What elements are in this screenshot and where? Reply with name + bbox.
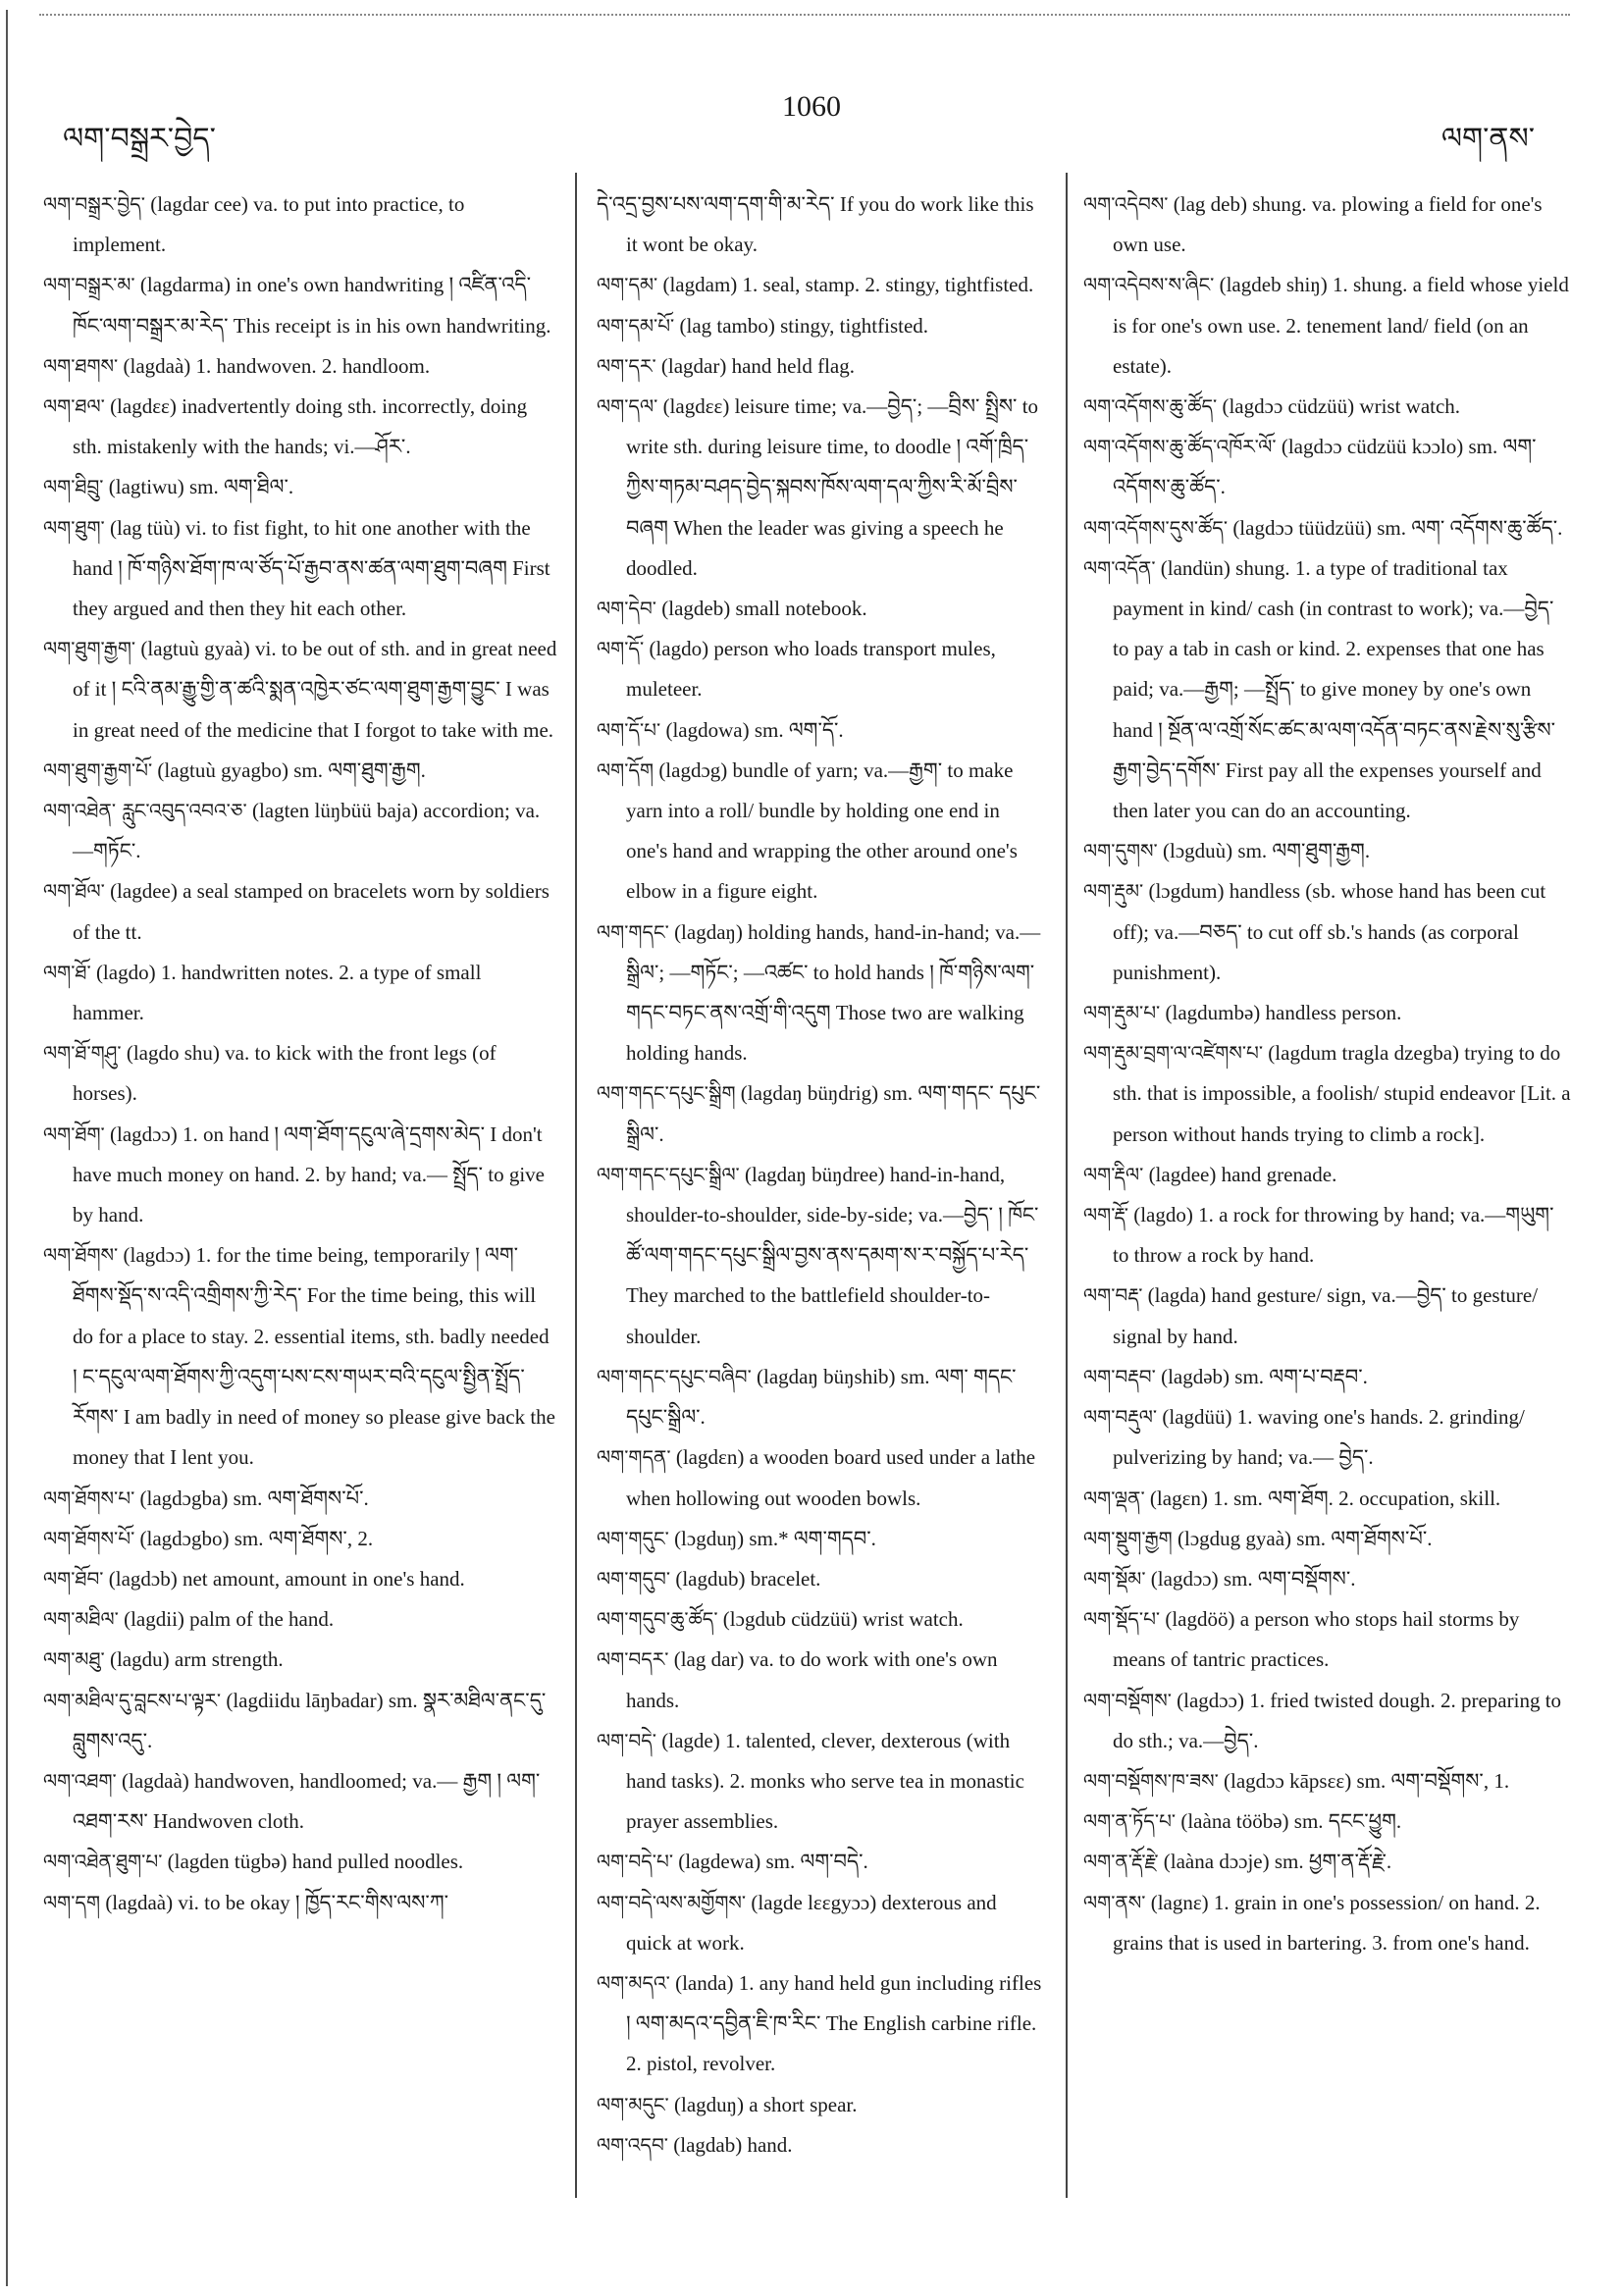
entry-headword: ལག་བདེ་ལས་མགྱོགས་ <box>597 1890 747 1914</box>
entry-headword: ལག་འདོགས་དུས་ཚོད་ <box>1083 515 1229 540</box>
dictionary-entry <box>1083 993 1574 1033</box>
dictionary-entry <box>597 1842 1044 1882</box>
dictionary-entry <box>43 953 557 1033</box>
entry-definition: (lagde) 1. talented, clever, dexterous (with hand tasks). 2. monks who serve tea in monastic prayer assemblies. <box>626 1728 1024 1834</box>
entry-headword: ལག་དེབ་ <box>597 597 656 621</box>
dictionary-entry <box>1083 1033 1574 1155</box>
entry-definition: (lagtuù gyagbo) sm. ལག་ཐུག་རྒྱག. <box>152 757 426 782</box>
entry-definition: (lagdaà) 1. handwoven. 2. handloom. <box>118 353 431 378</box>
dictionary-entry <box>597 1357 1044 1437</box>
dictionary-entry <box>597 184 1044 265</box>
dictionary-entry <box>597 1883 1044 1963</box>
entry-headword: ལག་གདུབ་ཆུ་ཚོད་ <box>597 1607 718 1632</box>
entry-headword: ལག་ཐུག་རྒྱག་པོ་ <box>43 757 153 782</box>
entry-definition: (lagdɔɔ) 1. for the time being, temporarily ། ལག་ཐོགས་སྡོད་ས་འདི་འགྲིགས་ཀྱི་རེད་ For the time being, this will do for a place to stay. 2. essential items, sth. badly needed ། ང་དངུལ་ལག་ཐོགས་ཀྱི་འདུག་པས་ངས་གཡར་བའི་དངུལ་སྤྱིན་སྤྲོད་རོགས་ I am badly in need of money so please give back the money that I lent you. <box>73 1243 555 1470</box>
entry-headword: ལག་འཐག་ <box>43 1768 117 1793</box>
dictionary-entry <box>597 629 1044 709</box>
entry-definition: (lagdɔɔ kāpsεε) sm. ལག་བསྡོགས་, 1. <box>1218 1768 1510 1793</box>
entry-headword: ལག་བརྡབ་ <box>1083 1364 1156 1388</box>
entry-headword: ལག་སྡུག་རྒྱག <box>1083 1526 1173 1550</box>
entry-definition: (lagden tügbə) hand pulled noodles. <box>162 1850 464 1874</box>
entry-definition: (lɔgduŋ) sm.* ལག་གདབ་. <box>668 1526 876 1550</box>
entry-headword: ལག་དལ་ <box>597 394 658 419</box>
dictionary-entry <box>1083 1357 1574 1397</box>
dictionary-entry <box>43 387 557 467</box>
dictionary-entry <box>43 1842 557 1882</box>
entry-headword: ལག་ན་རྡོ་རྗེ་ <box>1083 1850 1159 1874</box>
entry-headword: ལག་བསྒྲར་མ་ <box>43 273 135 297</box>
entry-headword: ལག་དོ་པ་ <box>597 717 661 742</box>
entry-definition: (lagdɔɔ cüdzüü) wrist watch. <box>1217 394 1461 419</box>
dictionary-entry <box>597 2125 1044 2166</box>
entry-headword: ལག་བདེ་ <box>597 1728 656 1752</box>
entry-headword: ལག་ཐོགས་ <box>43 1243 119 1268</box>
entry-definition: (lag deb) shung. va. plowing a field for one's own use. <box>1113 192 1543 257</box>
dictionary-entry <box>1083 184 1574 265</box>
entry-definition: (lagdaà) vi. to be okay ། ཁྱོད་རང་གིས་ལས་ཀ་ <box>100 1890 449 1914</box>
entry-definition: (lagdɔɔ) sm. ལག་བསྡོགས་. <box>1145 1566 1356 1591</box>
entry-definition: (lagdεn) a wooden board used under a lathe when hollowing out wooden bowls. <box>626 1445 1036 1510</box>
entry-definition: (lagdii) palm of the hand. <box>118 1607 335 1632</box>
entry-headword: ལག་མདའ་ <box>597 1970 670 1995</box>
entry-headword: ལག་དར་ <box>597 353 656 378</box>
dictionary-entry <box>1083 1599 1574 1680</box>
dictionary-entry <box>43 1519 557 1559</box>
entry-definition: (lagdaà) handwoven, handloomed; va.— རྒྱག ། ལག་འཐག་རས་ Handwoven cloth. <box>73 1768 541 1834</box>
entry-headword: ལག་དོ་ <box>597 637 645 661</box>
dictionary-entry <box>43 1599 557 1640</box>
dictionary-entry <box>597 913 1044 1074</box>
entry-definition: (lagdub) bracelet. <box>670 1566 821 1591</box>
entry-definition: (lagdam) 1. seal, stamp. 2. stingy, tightfisted. <box>657 273 1034 297</box>
dictionary-entry <box>1083 548 1574 831</box>
entry-definition: (lagdaŋ büŋshib) sm. ལག་ གདང་དཔུང་སྒྲིལ་. <box>626 1364 1017 1430</box>
entry-definition: (lɔgdum) handless (sb. whose hand has been cut off); va.—བཅད་ to cut off sb.'s hands (as corporal punishment). <box>1113 879 1546 984</box>
dictionary-entry <box>43 346 557 387</box>
entry-headword: ལག་གདང་ <box>597 919 669 944</box>
entry-headword: ལག་འདོན་ <box>1083 555 1156 580</box>
entry-headword: ལག་འཐེན་ རླུང་འབུད་འབའ་ཅ་ <box>43 799 247 823</box>
entry-definition: (lagεn) 1. sm. ལག་ཐོག. 2. occupation, skill. <box>1144 1486 1501 1510</box>
entry-headword: ལག་བདེ་པ་ <box>597 1850 674 1874</box>
entry-definition: (lagdum tragla dzegba) trying to do sth. that is impossible, a foolish/ stupid endeavor [Lit. a person without hands trying to climb a rock]. <box>1113 1041 1571 1146</box>
dictionary-entry <box>43 1761 557 1842</box>
entry-definition: (lagdaŋ büŋdrig) sm. ལག་གདང་ དཔུང་སྒྲིལ་. <box>626 1081 1041 1146</box>
entry-headword: ལག་རྡུམ་བྲག་ལ་འཛེགས་པ་ <box>1083 1041 1264 1066</box>
entry-definition: (lagdo) person who loads transport mules, muleteer. <box>626 637 996 702</box>
dictionary-entry <box>1083 1883 1574 1963</box>
dictionary-entry <box>597 346 1044 387</box>
entry-definition: (lagdab) hand. <box>668 2132 793 2157</box>
entry-headword: ལག་གདང་དཔུང་སྒྲིལ་ <box>597 1162 740 1186</box>
dictionary-entry <box>597 1559 1044 1599</box>
entry-definition: (lagdo shu) va. to kick with the front legs (of horses). <box>73 1041 497 1106</box>
dictionary-entry <box>43 1479 557 1519</box>
dictionary-entry <box>43 508 557 630</box>
column-2 <box>597 184 1044 2166</box>
entry-headword: ལག་ཐུག་ <box>43 515 105 540</box>
entry-headword: ལག་དུགས་ <box>1083 839 1158 863</box>
entry-definition: (lagdarma) in one's own handwriting ། འཛིན་འདི་ཁོང་ལག་བསྒྲར་མ་རེད་ This receipt is in his own handwriting. <box>73 273 551 338</box>
dictionary-entry <box>43 629 557 751</box>
page-number: 1060 <box>782 90 841 123</box>
dictionary-entry <box>43 1559 557 1599</box>
dictionary-entry <box>43 791 557 871</box>
entry-headword: ལག་ཐོལ་ <box>43 879 105 904</box>
entry-definition: (landün) shung. 1. a type of traditional tax payment in kind/ cash (in contrast to work); va.—བྱེད་ to pay a tab in cash or kind. 2. expenses that one has paid; va.—རྒྱག; —སྤྲོད་ to give money by one's own hand ། སྔོན་ལ་འགྲོ་སོང་ཚང་མ་ལག་འདོན་བཏང་ནས་རྗེས་སུ་རྩིས་རྒྱག་བྱེད་དགོས་ First pay all the expenses yourself and then later you can do an accounting. <box>1113 555 1556 823</box>
entry-headword: ལག་བསྡོགས་ཁ་ཟས་ <box>1083 1768 1219 1793</box>
entry-headword: ལག་འདེབས་ <box>1083 192 1169 216</box>
entry-headword: ལག་གདང་དཔུང་བཞིབ་ <box>597 1364 752 1388</box>
entry-headword: ལག་ཐགས་ <box>43 353 119 378</box>
entry-headword: ལག་དོག <box>597 757 654 782</box>
entry-headword: ལག་རྡུམ་པ་ <box>1083 1001 1161 1025</box>
entry-headword: ལག་ཐོགས་པོ་ <box>43 1526 135 1550</box>
entry-headword: ལག་འདེབས་ས་ཞིང་ <box>1083 273 1215 297</box>
running-head-left: ལག་བསྒྲར་བྱེད་ <box>63 122 216 156</box>
entry-headword: ལག་གདུབ་ <box>597 1566 671 1591</box>
entry-headword: ལག་ཐོབ་ <box>43 1566 104 1591</box>
entry-headword: ལག་བདར་ <box>597 1647 669 1672</box>
entry-headword: ལག་བརྡུལ་ <box>1083 1405 1158 1430</box>
dictionary-entry <box>1083 1276 1574 1356</box>
entry-definition: (lagdo) 1. a rock for throwing by hand; va.—གཡུག་ to throw a rock by hand. <box>1113 1203 1554 1268</box>
dictionary-entry <box>1083 427 1574 507</box>
entry-definition: (lagdee) hand grenade. <box>1143 1162 1337 1186</box>
entry-definition: (lagdɔgba) sm. ལག་ཐོགས་པོ་. <box>134 1486 369 1510</box>
dictionary-entry <box>597 1155 1044 1357</box>
dictionary-entry <box>43 1235 557 1478</box>
entry-definition: (lagdumbə) handless person. <box>1160 1001 1402 1025</box>
entry-headword: ལག་འདོགས་ཆུ་ཚོད་འཁོར་ལོ་ <box>1083 435 1277 459</box>
entry-definition: (lagdεε) inadvertently doing sth. incorrectly, doing sth. mistakenly with the hands; vi.—ཤོར་. <box>73 394 528 459</box>
dictionary-entry <box>43 1033 557 1114</box>
entry-headword: ལག་ལྡན་ <box>1083 1486 1145 1510</box>
entry-definition: (lagtuù gyaà) vi. to be out of sth. and in great need of it ། ངའི་ནམ་རྒྱུ་གྱི་ན་ཚའི་སྨན་འཁྱེར་ཙང་ལག་ཐུག་རྒྱག་བྱུང་ I was in great need of the medicine that I forgot to take with me. <box>73 637 557 742</box>
entry-headword: ལག་སྡོད་པ་ <box>1083 1607 1161 1632</box>
entry-headword: ལག་འཐེན་ཐུག་པ་ <box>43 1850 163 1874</box>
entry-definition: (lagde lεεgyɔɔ) dexterous and quick at work. <box>626 1890 997 1955</box>
dictionary-entry <box>1083 265 1574 387</box>
entry-definition: (lagdɔb) net amount, amount in one's hand. <box>103 1566 465 1591</box>
entry-headword: ལག་དག <box>43 1890 101 1914</box>
entry-headword: ལག་མཐིལ་དུ་བླངས་པ་ལྟར་ <box>43 1688 222 1712</box>
dictionary-entry <box>597 1721 1044 1843</box>
entry-headword: ལག་སྡོམ་ <box>1083 1566 1146 1591</box>
entry-definition: (lagdu) arm strength. <box>104 1647 284 1672</box>
dictionary-entry <box>597 387 1044 589</box>
entry-definition: (lagdee) a seal stamped on bracelets worn by soldiers of the tt. <box>73 879 550 944</box>
entry-definition: (lagdewa) sm. ལག་བདེ་. <box>673 1850 868 1874</box>
entry-definition: (lagdeb) small notebook. <box>656 597 867 621</box>
entry-definition: (lagdεε) leisure time; va.—བྱེད་; —བྲིས་ སྤྲིས་ to write sth. during leisure time, to doodle ། འགོ་ཁྲིད་ཀྱིས་གཏམ་བཤད་བྱེད་སྐབས་ཁོས་ལག་དལ་ཀྱིས་རི་མོ་བྲིས་བཞག When the leader was giving a speech he doodled. <box>626 394 1039 580</box>
entry-headword: ལག་ཐོ་ <box>43 960 91 984</box>
entry-definition: (lɔgduù) sm. ལག་ཐུག་རྒྱག. <box>1157 839 1371 863</box>
dictionary-entry <box>43 871 557 952</box>
dictionary-entry <box>43 1883 557 1923</box>
entry-definition: (lagdɔgbo) sm. ལག་ཐོགས་, 2. <box>134 1526 374 1550</box>
dictionary-entry <box>597 1963 1044 2085</box>
entry-definition: (lagtiwu) sm. ལག་ཐིལ་. <box>103 475 294 499</box>
dictionary-entry <box>597 1640 1044 1720</box>
entry-definition: (lagdiidu lāŋbadar) sm. སྣར་མཐིལ་ནང་དུ་བླུགས་འདུ་. <box>73 1688 547 1752</box>
entry-headword: ལག་ཐོགས་པ་ <box>43 1486 135 1510</box>
entry-definition: (laàna dɔɔje) sm. ཕྱག་ན་རྡོ་རྗེ་. <box>1158 1850 1392 1874</box>
dictionary-entry <box>43 184 557 265</box>
dictionary-entry <box>43 1681 557 1761</box>
dictionary-entry <box>1083 1155 1574 1195</box>
entry-headword: ལག་མཐུ་ <box>43 1647 105 1672</box>
scan-margin-line <box>6 10 8 2286</box>
entry-headword: ལག་མཐིལ་ <box>43 1607 119 1632</box>
dictionary-entry <box>597 1073 1044 1154</box>
entry-headword: ལག་གདན་ <box>597 1445 671 1470</box>
entry-definition: (lagdəb) sm. ལག་པ་བརྡབ་. <box>1155 1364 1368 1388</box>
entry-definition: (lagdɔɔ) 1. fried twisted dough. 2. preparing to do sth.; va.—བྱེད་. <box>1113 1688 1562 1752</box>
entry-headword: ལག་ནས་ <box>1083 1890 1146 1914</box>
entry-definition: (lagdɔɔ) 1. on hand ། ལག་ཐོག་དངུལ་ཞེ་དྲགས་མེད་ I don't have much money on hand. 2. by hand; va.— སྤྲོད་ to give by hand. <box>73 1122 545 1227</box>
entry-definition: དེ་འདྲ་བྱས་པས་ལག་དག་གི་མ་རེད་ If you do work like this it wont be okay. <box>597 192 1034 257</box>
dictionary-entry <box>1083 871 1574 993</box>
dictionary-entry <box>1083 1761 1574 1801</box>
dictionary-entry <box>1083 508 1574 548</box>
entry-headword: ལག་མདུང་ <box>597 2092 669 2116</box>
entry-definition: (lagda) hand gesture/ sign, va.—བྱེད་ to gesture/ signal by hand. <box>1113 1283 1539 1348</box>
dictionary-entry <box>597 265 1044 305</box>
entry-definition: (lagdöö) a person who stops hail storms by means of tantric practices. <box>1113 1607 1520 1672</box>
entry-headword: ལག་རྡོ་ <box>1083 1203 1128 1227</box>
dictionary-entry <box>43 467 557 507</box>
entry-definition: (lag tüù) vi. to fist fight, to hit one another with the hand ། ཁོ་གཉིས་ཐོག་ཁ་ལ་ཙོད་པོ་རྒྱབ་ནས་ཚན་ལག་ཐུག་བཞག First they argued and then they hit each other. <box>73 515 550 621</box>
entry-definition: (lagdar cee) va. to put into practice, to implement. <box>73 192 465 257</box>
dictionary-entry <box>597 2085 1044 2125</box>
entry-headword: ལག་ཐལ་ <box>43 394 105 419</box>
entry-definition: (lagdɔɔ cüdzüü kɔɔlo) sm. ལག་འདོགས་ཆུ་ཚོད་. <box>1113 435 1537 499</box>
dictionary-entry <box>597 710 1044 751</box>
column-1 <box>43 184 557 1923</box>
entry-headword: ལག་འདབ་ <box>597 2132 668 2157</box>
entry-headword: ལག་འདོགས་ཆུ་ཚོད་ <box>1083 394 1218 419</box>
entry-definition: (lagdaŋ) holding hands, hand-in-hand; va.—སྒྲིལ་; —གཏོང་; —འཚང་ to hold hands ། ཁོ་གཉིས་ལག་གདང་བཏང་ནས་འགྲོ་གི་འདུག Those two are walking holding hands. <box>626 919 1041 1066</box>
dictionary-entry <box>1083 1559 1574 1599</box>
entry-definition: (lagnε) 1. grain in one's possession/ on hand. 2. grains that is used in bartering. 3. from one's hand. <box>1113 1890 1541 1955</box>
dictionary-entry <box>43 751 557 791</box>
column-3 <box>1083 184 1574 1963</box>
entry-headword: ལག་བསྡོགས་ <box>1083 1688 1172 1712</box>
dictionary-entry <box>1083 1479 1574 1519</box>
entry-headword: ལག་ཐུག་རྒྱག་ <box>43 637 136 661</box>
entry-headword: ལག་གདང་དཔུང་སྒྲིག <box>597 1081 736 1106</box>
dictionary-entry <box>1083 1195 1574 1276</box>
entry-definition: (lag tambo) stingy, tightfisted. <box>674 313 929 338</box>
entry-headword: ལག་གདུང་ <box>597 1526 669 1550</box>
entry-headword: ལག་དམ་ <box>597 273 658 297</box>
dictionary-entry <box>1083 1842 1574 1882</box>
dictionary-entry <box>597 1519 1044 1559</box>
dictionary-entry <box>597 306 1044 346</box>
entry-definition: (lagdɔɔ tüüdzüü) sm. ལག་ འདོགས་ཆུ་ཚོད་. <box>1228 515 1563 540</box>
entry-definition: (lagdeb shiŋ) 1. shung. a field whose yield is for one's own use. 2. tenement land/ field (on an estate). <box>1113 273 1569 378</box>
column-divider <box>1066 173 1068 2198</box>
dictionary-entry <box>597 589 1044 629</box>
dictionary-entry <box>43 265 557 345</box>
entry-definition: (landa) 1. any hand held gun including rifles ། ལག་མདའ་དབྱིན་ཇི་ཁ་རིང་ The English carbine rifle. 2. pistol, revolver. <box>626 1970 1042 2076</box>
dictionary-entry <box>1083 387 1574 427</box>
dictionary-entry <box>1083 1397 1574 1478</box>
entry-definition: (lagduŋ) a short spear. <box>668 2092 858 2116</box>
dictionary-entry <box>1083 1519 1574 1559</box>
dictionary-entry <box>43 1640 557 1680</box>
entry-definition: (lagten lüŋbüü baja) accordion; va.—གཏོང་. <box>73 799 541 863</box>
entry-headword: ལག་རྡུམ་ <box>1083 879 1144 904</box>
dictionary-entry <box>597 751 1044 913</box>
dictionary-entry <box>1083 1681 1574 1761</box>
entry-definition: (lagdaŋ büŋdree) hand-in-hand, shoulder-to-shoulder, side-by-side; va.—བྱེད་ ། ཁོང་ཚོ་ལག་གདང་དཔུང་སྒྲིལ་བྱས་ནས་དམག་ས་ར་བསྐྱོད་པ་རེད་ They marched to the battlefield shoulder-to-shoulder. <box>626 1162 1039 1348</box>
column-divider <box>575 173 577 2198</box>
entry-definition: (lagdɔg) bundle of yarn; va.—རྒྱག་ to make yarn into a roll/ bundle by holding one end in one's hand and wrapping the other around one's elbow in a figure eight. <box>626 757 1018 904</box>
entry-headword: ལག་བརྡ་ <box>1083 1283 1143 1308</box>
entry-headword: ལག་དམ་པོ་ <box>597 313 675 338</box>
entry-definition: (lɔgdub cüdzüü) wrist watch. <box>717 1607 964 1632</box>
entry-headword: ལག་ཐོག་ <box>43 1122 105 1146</box>
entry-definition: (lag dar) va. to do work with one's own hands. <box>626 1647 998 1712</box>
entry-definition: (lagdüü) 1. waving one's hands. 2. grinding/ pulverizing by hand; va.— བྱེད་. <box>1113 1405 1525 1470</box>
entry-definition: (lagdowa) sm. ལག་དོ་. <box>660 717 844 742</box>
entry-headword: ལག་ཐོ་གཤུ་ <box>43 1041 122 1066</box>
entry-headword: ལག་ན་ཏོད་པ་ <box>1083 1809 1177 1834</box>
dictionary-entry <box>43 1115 557 1236</box>
dictionary-entry <box>1083 1801 1574 1842</box>
entry-headword: ལག་ཐིབྲུ་ <box>43 475 104 499</box>
dictionary-entry <box>597 1437 1044 1518</box>
entry-definition: (lagdar) hand held flag. <box>655 353 855 378</box>
dictionary-entry <box>1083 831 1574 871</box>
entry-definition: (laàna tööbə) sm. དངང་ཕྱུག. <box>1176 1809 1402 1834</box>
entry-headword: ལག་བསྒྲར་བྱེད་ <box>43 192 145 216</box>
entry-headword: ལག་རྡིལ་ <box>1083 1162 1144 1186</box>
scan-top-rule <box>39 14 1570 16</box>
running-head-right: ལག་ནས་ <box>1440 122 1535 156</box>
dictionary-entry <box>597 1599 1044 1640</box>
entry-definition: (lɔgdug gyaà) sm. ལག་ཐོགས་པོ་. <box>1172 1526 1433 1550</box>
entry-definition: (lagdo) 1. handwritten notes. 2. a type of small hammer. <box>73 960 482 1025</box>
